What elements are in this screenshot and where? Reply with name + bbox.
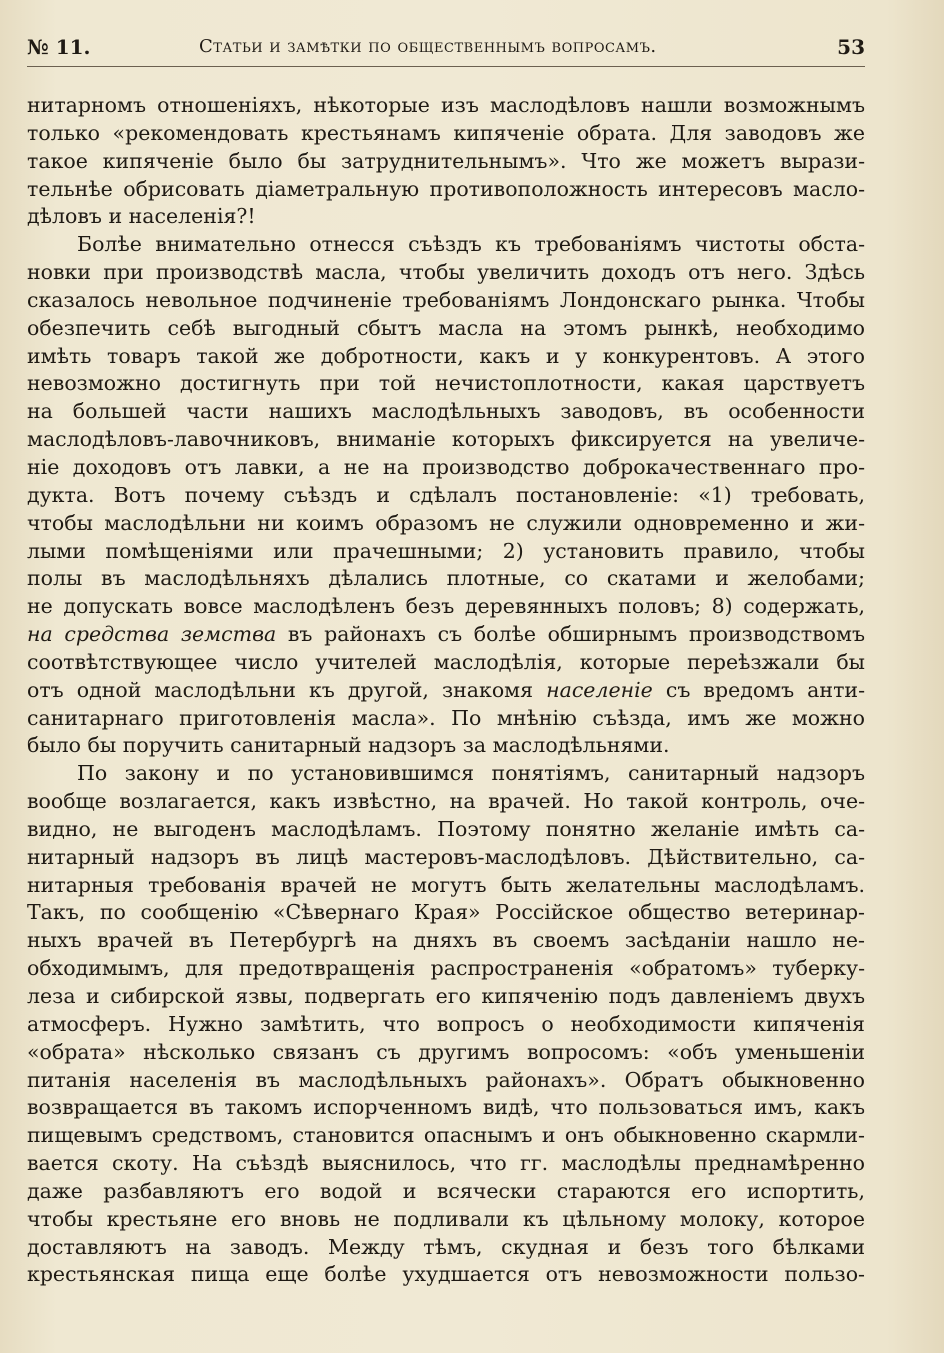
text-line: невозможно достигнуть при той нечистоплотности, какая царствуетъ [27,371,865,396]
text-line: «обрата» нѣсколько связанъ съ другимъ вопросомъ: «объ уменьшеніи [27,1039,865,1064]
text-line [27,621,865,649]
text-line: По закону и по установившимся понятіямъ, санитарный надзоръ [77,761,865,786]
text-line: соотвѣтствующее число учителей маслодѣлія, которые переѣзжали бы [27,649,865,674]
text-segment: въ районахъ съ болѣе обширнымъ производствомъ [276,622,865,647]
text-line: новки при производствѣ масла, чтобы увеличить доходъ отъ него. Здѣсь [27,260,865,285]
text-segment: съ вредомъ анти- [652,677,865,702]
text-line: было бы поручить санитарный надзоръ за маслодѣльнями. [27,733,670,758]
text-line: ныхъ врачей въ Петербургѣ на дняхъ въ своемъ засѣданіи нашло не- [27,928,865,953]
text-line: атмосферъ. Нужно замѣтить, что вопросъ о необходимости кипяченія [27,1011,865,1036]
text-line: Такъ, по сообщенію «Сѣвернаго Края» Россійское общество ветеринар- [27,900,865,925]
text-line: питанія населенія въ маслодѣльныхъ районахъ». Обратъ обыкновенно [27,1067,865,1092]
text-line: не допускать вовсе маслодѣленъ безъ деревянныхъ половъ; 8) содержать, [27,594,865,619]
text-line: дѣловъ и населенія?! [27,204,256,229]
text-line: леза и сибирской язвы, подвергать его кипяченію подъ давленіемъ двухъ [27,984,865,1008]
text-line: вообще возлагается, какъ извѣстно, на врачей. Но такой контроль, оче- [27,789,865,814]
text-line: лыми помѣщеніями или прачешными; 2) установить правило, чтобы [27,538,865,563]
issue-number: № 11. [27,35,91,59]
page-number: 53 [837,35,865,59]
text-line: дукта. Вотъ почему съѣздъ и сдѣлалъ постановленіе: «1) требовать, [27,482,865,507]
running-title: Статьи и замѣтки по общественнымъ вопросамъ. [199,36,657,57]
italic-phrase: на средства земства [27,622,277,647]
italic-phrase: населеніе [546,677,653,702]
text-line: имѣть товаръ такой же добротности, какъ и у конкурентовъ. А этого [27,343,865,368]
text-line: обходимымъ, для предотвращенія распространенія «обратомъ» туберку- [27,956,865,981]
text-line: обезпечить себѣ выгодный сбытъ масла на этомъ рынкѣ, необходимо [27,315,865,340]
text-line: Болѣе внимательно отнесся съѣздъ къ требованіямъ чистоты обста- [77,232,865,257]
text-line [27,677,865,705]
text-line: маслодѣловъ-лавочниковъ, вниманіе которыхъ фиксируется на увеличе- [27,427,865,452]
text-line: даже разбавляютъ его водой и всячески стараются его испортить, [27,1178,865,1203]
text-line: полы въ маслодѣльняхъ дѣлались плотные, со скатами и желобами; [27,566,865,591]
text-line: ніе доходовъ отъ лавки, а не на производство доброкачественнаго про- [27,454,865,479]
body-text [27,92,865,1289]
text-line: крестьянская пища еще болѣе ухудшается отъ невозможности пользо- [27,1262,865,1287]
text-line: чтобы крестьяне его вновь не подливали къ цѣльному молоку, которое [27,1206,865,1231]
text-line: на большей части нашихъ маслодѣльныхъ заводовъ, въ особенности [27,399,865,424]
text-line: только «рекомендовать крестьянамъ кипяченіе обрата. Для заводовъ же [27,120,865,145]
text-line: такое кипяченіе было бы затруднительнымъ». Что же можетъ вырази- [27,148,865,173]
text-line: тельнѣе обрисовать діаметральную противоположность интересовъ масло- [27,176,865,201]
running-header [27,34,865,60]
text-segment: отъ одной маслодѣльни къ другой, знакомя [27,677,547,702]
header-rule [27,66,865,67]
text-line: доставляютъ на заводъ. Между тѣмъ, скудная и безъ того бѣлками [27,1234,865,1259]
text-line: вается скоту. На съѣздѣ выяснилось, что гг. маслодѣлы преднамѣренно [27,1151,865,1176]
text-line: нитарный надзоръ въ лицѣ мастеровъ-маслодѣловъ. Дѣйствительно, са- [27,844,865,869]
text-line: чтобы маслодѣльни ни коимъ образомъ не служили одновременно и жи- [27,510,865,535]
text-line: санитарнаго приготовленія масла». По мнѣнію съѣзда, имъ же можно [27,705,865,730]
text-line: сказалось невольное подчиненіе требованіямъ Лондонскаго рынка. Чтобы [27,287,865,312]
text-line: нитарныя требованія врачей не могутъ быть желательны маслодѣламъ. [27,872,865,897]
text-line: нитарномъ отношеніяхъ, нѣкоторые изъ маслодѣловъ нашли возможнымъ [27,93,865,117]
text-line: видно, не выгоденъ маслодѣламъ. Поэтому понятно желаніе имѣть са- [27,816,865,841]
text-line: пищевымъ средствомъ, становится опаснымъ и онъ обыкновенно скармли- [27,1123,865,1148]
text-line: возвращается въ такомъ испорченномъ видѣ, что пользоваться имъ, какъ [27,1095,865,1120]
